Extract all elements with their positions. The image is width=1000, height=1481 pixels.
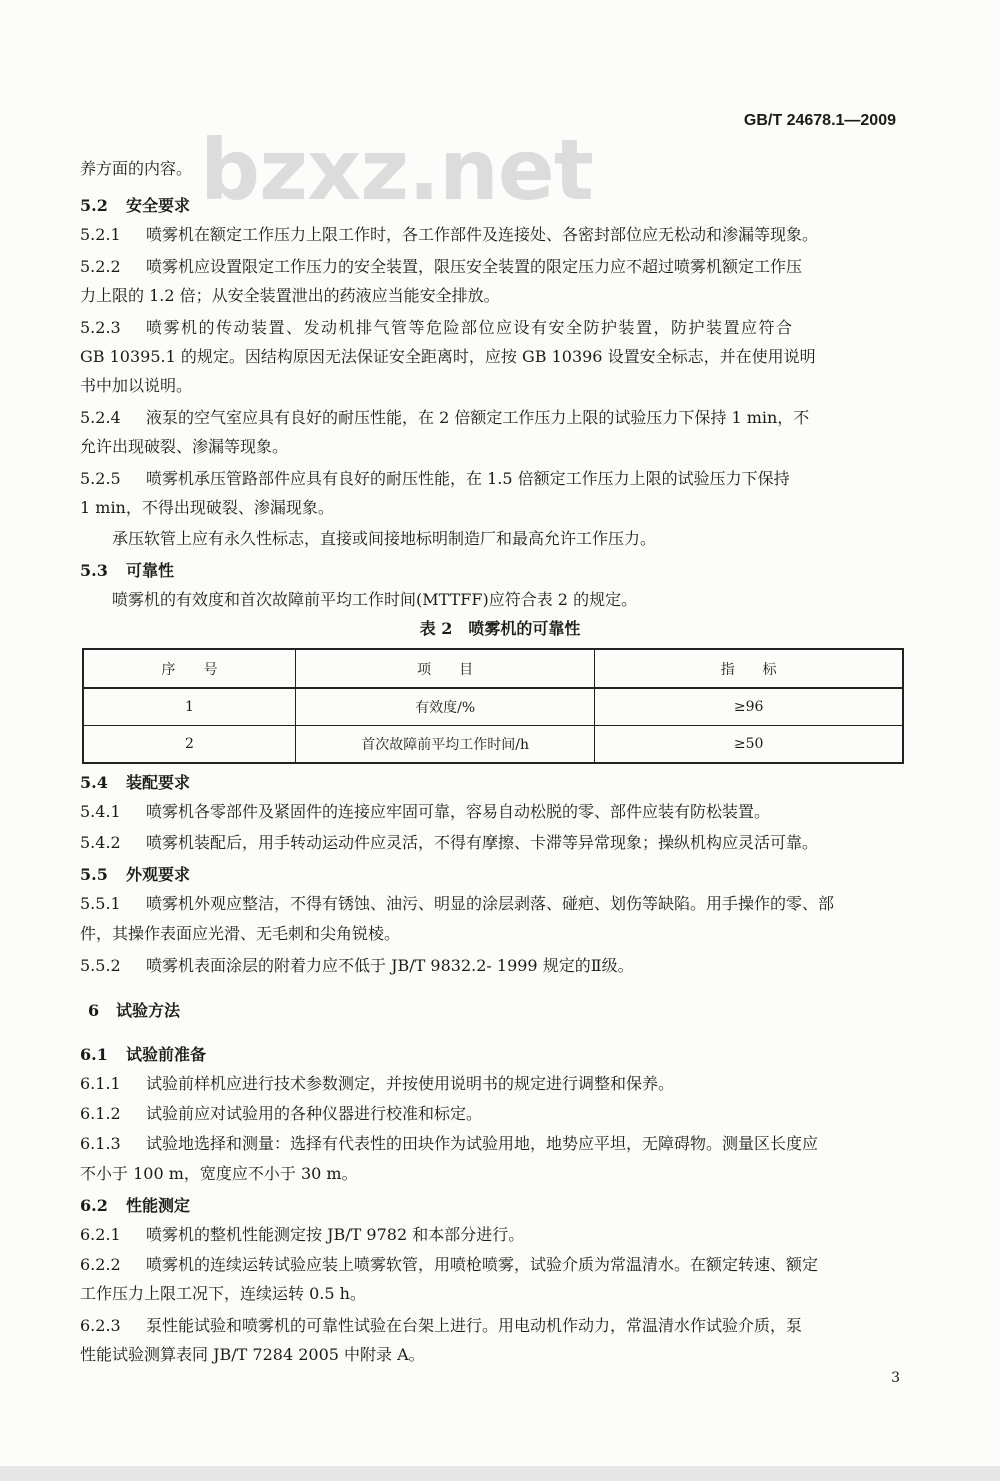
section-heading: 5.5 外观要求: [80, 865, 191, 884]
text-line: 工作压力上限工况下，连续运转 0.5 h。: [80, 1284, 366, 1303]
section-heading: 5.2 安全要求: [80, 196, 191, 215]
section-heading: 6.1 试验前准备: [80, 1045, 207, 1064]
table-row: [83, 726, 903, 764]
table-cell: 首次故障前平均工作时间/h: [296, 726, 595, 764]
table-header-cell: 序 号: [83, 649, 296, 688]
text-line: 书中加以说明。: [80, 376, 193, 395]
text-line: 不小于 100 m，宽度应不小于 30 m。: [80, 1164, 358, 1183]
table-cell: 有效度/%: [296, 688, 595, 726]
reliability-table: [82, 648, 904, 764]
clause-line: 5.5.1 喷雾机外观应整洁，不得有锈蚀、油污、明显的涂层剥落、碰疤、划伤等缺陷。用手操作的零、部: [80, 894, 835, 913]
text-line: 喷雾机的有效度和首次故障前平均工作时间(MTTFF)应符合表 2 的规定。: [112, 590, 638, 609]
table-cell: ≥50: [595, 726, 903, 764]
table-header-cell: 指 标: [595, 649, 903, 688]
table-cell: 2: [83, 726, 296, 764]
text-line: 件，其操作表面应光滑、无毛刺和尖角锐棱。: [80, 924, 401, 943]
clause-line: 5.4.2 喷雾机装配后，用手转动运动件应灵活，不得有摩擦、卡滞等异常现象；操纵机构应灵活可靠。: [80, 833, 819, 852]
clause-line: 5.2.1 喷雾机在额定工作压力上限工作时，各工作部件及连接处、各密封部位应无松动和渗漏等现象。: [80, 225, 819, 244]
section-heading: 5.4 装配要求: [80, 773, 191, 792]
text-line: 承压软管上应有永久性标志，直接或间接地标明制造厂和最高允许工作压力。: [112, 529, 657, 548]
clause-line: 5.2.5 喷雾机承压管路部件应具有良好的耐压性能，在 1.5 倍额定工作压力上限的试验压力下保持: [80, 469, 790, 488]
clause-line: 5.2.4 液泵的空气室应具有良好的耐压性能，在 2 倍额定工作压力上限的试验压力下保持 1 min，不: [80, 408, 810, 427]
clause-line: 6.1.3 试验地选择和测量：选择有代表性的田块作为试验用地，地势应平坦，无障碍物。测量区长度应: [80, 1134, 819, 1153]
table-caption: 表 2 喷雾机的可靠性: [419, 619, 581, 638]
table-row: [83, 688, 903, 726]
text-line: 允许出现破裂、渗漏等现象。: [80, 437, 289, 456]
text-line: GB 10395.1 的规定。因结构原因无法保证安全距离时，应按 GB 10396 设置安全标志，并在使用说明: [80, 347, 816, 366]
clause-line: 6.2.2 喷雾机的连续运转试验应装上喷雾软管，用喷枪喷雾，试验介质为常温清水。在额定转速、额定: [80, 1255, 819, 1274]
table-cell: ≥96: [595, 688, 903, 726]
clause-line: 6.1.2 试验前应对试验用的各种仪器进行校准和标定。: [80, 1104, 483, 1123]
scan-edge: [0, 1466, 1000, 1481]
clause-line: 6.1.1 试验前样机应进行技术参数测定，并按使用说明书的规定进行调整和保养。: [80, 1074, 675, 1093]
table-header-row: [83, 649, 903, 688]
watermark: bzxz.net: [200, 121, 593, 219]
chapter-heading: 6 试验方法: [88, 1001, 181, 1020]
text-line: 性能试验测算表同 JB/T 7284 2005 中附录 A。: [80, 1345, 425, 1364]
clause-line: 5.2.3 喷雾机的传动装置、发动机排气管等危险部位应设有安全防护装置，防护装置应符合: [80, 318, 794, 337]
section-heading: 6.2 性能测定: [80, 1196, 191, 1215]
table-cell: 1: [83, 688, 296, 726]
clause-line: 6.2.3 泵性能试验和喷雾机的可靠性试验在台架上进行。用电动机作动力，常温清水作试验介质，泵: [80, 1316, 803, 1335]
table-header-cell: 项 目: [296, 649, 595, 688]
clause-line: 5.4.1 喷雾机各零部件及紧固件的连接应牢固可靠，容易自动松脱的零、部件应装有防松装置。: [80, 802, 771, 821]
standard-code: GB/T 24678.1—2009: [743, 112, 896, 129]
text-line: 1 min，不得出现破裂、渗漏现象。: [80, 498, 334, 517]
section-heading: 5.3 可靠性: [80, 561, 175, 580]
clause-line: 5.5.2 喷雾机表面涂层的附着力应不低于 JB/T 9832.2- 1999 规定的Ⅱ级。: [80, 956, 634, 975]
text-line: 养方面的内容。: [80, 159, 193, 178]
page-number: 3: [891, 1370, 900, 1386]
clause-line: 5.2.2 喷雾机应设置限定工作压力的安全装置，限压安全装置的限定压力应不超过喷雾机额定工作压: [80, 257, 803, 276]
clause-line: 6.2.1 喷雾机的整机性能测定按 JB/T 9782 和本部分进行。: [80, 1225, 525, 1244]
text-line: 力上限的 1.2 倍；从安全装置泄出的药液应当能安全排放。: [80, 286, 500, 305]
